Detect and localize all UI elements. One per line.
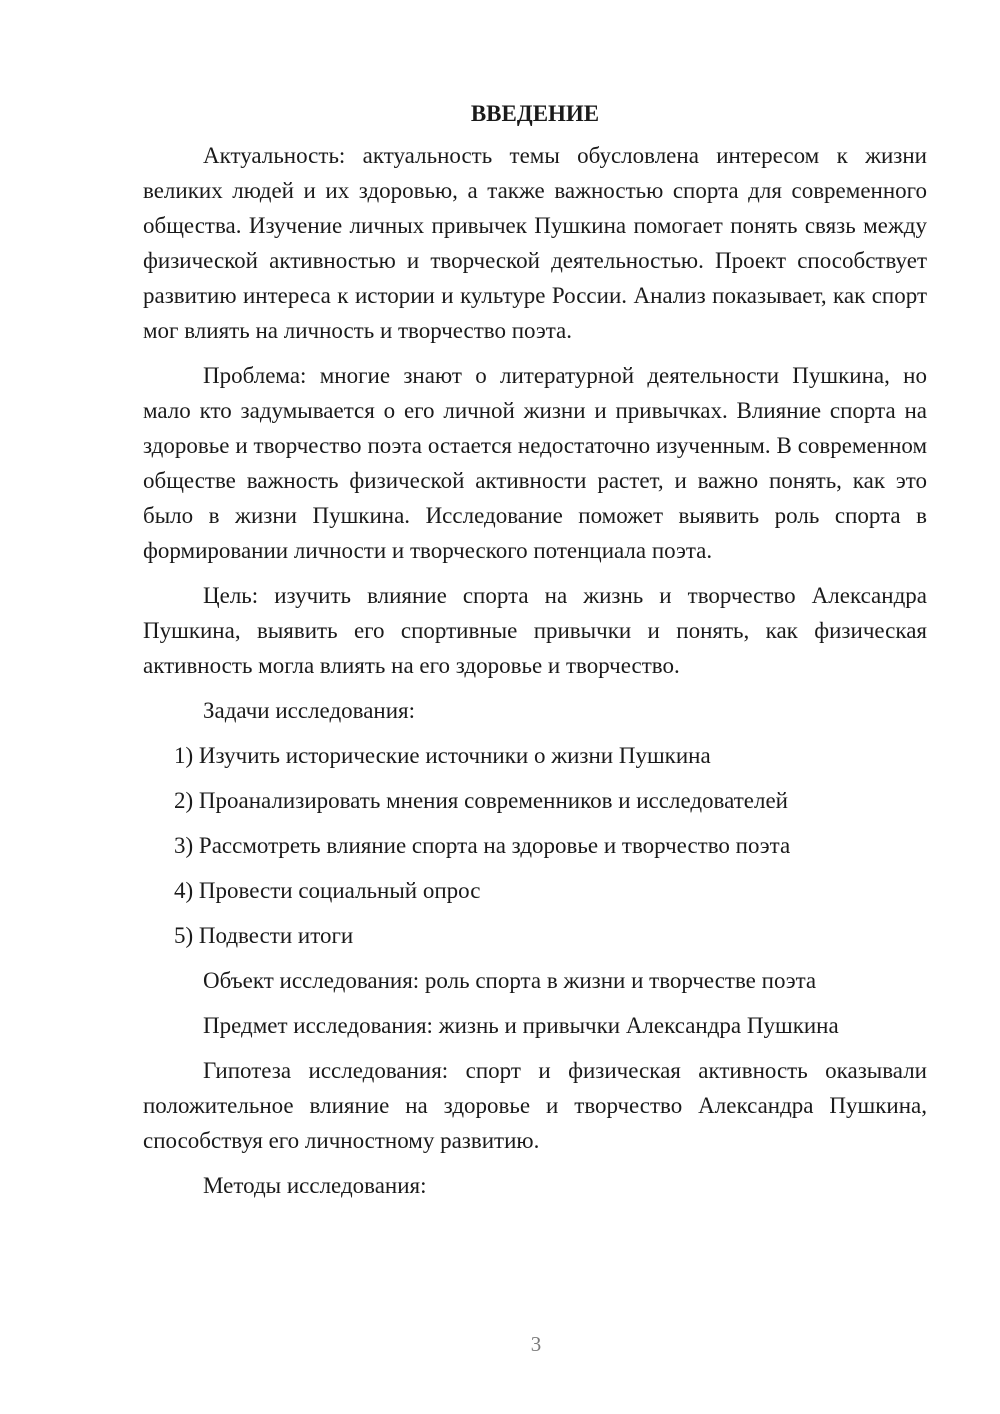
- task-item: 1) Изучить исторические источники о жизни Пушкина: [174, 743, 711, 768]
- object-paragraph: Объект исследования: роль спорта в жизни и творчестве поэта: [203, 968, 817, 993]
- section-heading: ВВЕДЕНИЕ: [470, 101, 600, 126]
- subject-paragraph: Предмет исследования: жизнь и привычки Александра Пушкина: [203, 1013, 839, 1038]
- problem-paragraph: Проблема: многие знают о литературной деятельности Пушкина, но мало кто задумывается о его личной жизни и привычках. Влияние спорта на здоровье и творчество поэта остается недостаточно изученным. В современном обществе важность физической активности растет, и важно понять, как это было в жизни Пушкина. Исследование поможет выявить роль спорта в формировании личности и творческого потенциала поэта.: [143, 363, 927, 563]
- task-item: 2) Проанализировать мнения современников и исследователей: [174, 788, 788, 813]
- relevance-paragraph: Актуальность: актуальность темы обусловлена интересом к жизни великих людей и их здоровью, а также важностью спорта для современного общества. Изучение личных привычек Пушкина помогает понять связь между физической активностью и творческой деятельностью. Проект способствует развитию интереса к истории и культуре России. Анализ показывает, как спорт мог влиять на личность и творчество поэта.: [143, 143, 927, 343]
- tasks-heading: Задачи исследования:: [203, 698, 416, 723]
- document-body: [143, 96, 927, 1213]
- task-item: 5) Подвести итоги: [174, 923, 354, 948]
- tasks-list: [143, 738, 927, 953]
- page-number: 3: [530, 1332, 542, 1356]
- task-item: 3) Рассмотреть влияние спорта на здоровье и творчество поэта: [174, 833, 791, 858]
- goal-paragraph: Цель: изучить влияние спорта на жизнь и творчество Александра Пушкина, выявить его спортивные привычки и понять, как физическая активность могла влиять на его здоровье и творчество.: [143, 583, 927, 678]
- hypothesis-paragraph: Гипотеза исследования: спорт и физическая активность оказывали положительное влияние на здоровье и творчество Александра Пушкина, способствуя его личностному развитию.: [143, 1058, 927, 1153]
- task-item: 4) Провести социальный опрос: [174, 878, 481, 903]
- methods-heading: Методы исследования:: [203, 1173, 427, 1198]
